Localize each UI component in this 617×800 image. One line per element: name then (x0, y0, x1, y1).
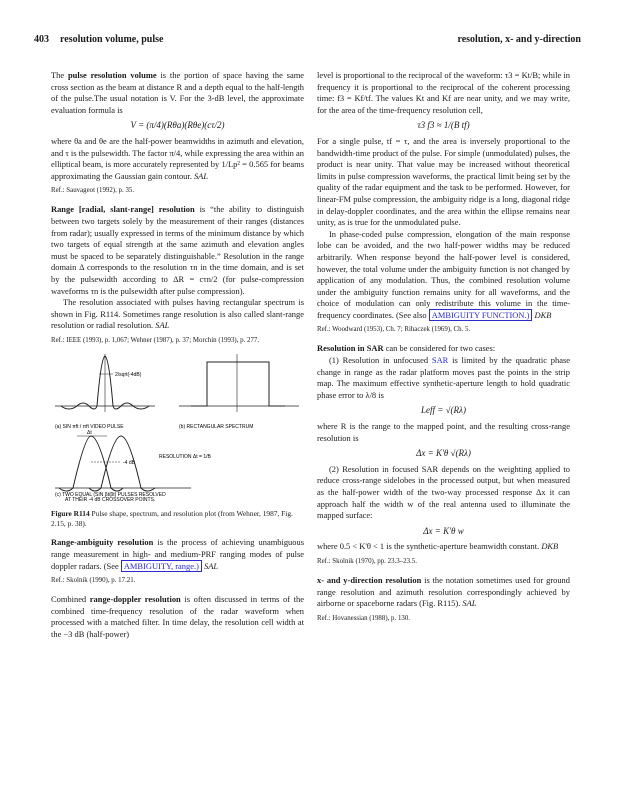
combined-intro: Combined (51, 594, 87, 605)
fig-c-resolution: RESOLUTION Δt = 1/B (159, 453, 211, 460)
prv-after (51, 136, 304, 182)
sar-ref: Ref.: Skolnik (1970), pp. 23.3–23.5. (317, 557, 417, 565)
sar-case-2: (2) Resolution in focused SAR depends on the weighting applied to reduce cross-range sidelobes in the processed output, but when measured as the half-power width of the two-way processed response Δx it can approach half the width w of the real antenna used to illuminate the mapped surface: (317, 463, 570, 521)
figure-r114-plot (51, 352, 304, 502)
fig-c-pulse-1 (59, 436, 123, 491)
range-term: Range [radial, slant-range] resolution (51, 204, 195, 215)
rangeamb-entry (51, 537, 304, 572)
sar-case-1-text: is limited by the quadratic phase change in range as the radar platform moves past the points in the strip map. The maximum effective synthetic-aperture length to hold quadratic phase error to λ/8 is (317, 355, 571, 400)
xy-ref: Ref.: Hovanessian (1988), p. 130. (317, 614, 411, 622)
sar-equation-dx2: Δx = K'θ w (423, 525, 464, 536)
rangeamb-ref: Ref.: Skolnik (1990), p. 17.21. (51, 577, 136, 585)
figure-caption (51, 509, 304, 529)
combined-sig: DKB (534, 309, 552, 320)
ambiguity-range-link[interactable]: AMBIGUITY, range.) (121, 560, 202, 572)
fig-c-pulse-2 (89, 436, 155, 491)
xy-text: is the notation sometimes used for ground range resolution and azimuth resolution correspondingly achieved by airborne or spaceborne radars (Fig. R115). (317, 574, 570, 609)
combined-text: is often discussed in terms of the combined time-frequency resolution of the radar waveform when processed with a matched filter. In time delay, the resolution cell width at the −3 dB (half-power) (51, 594, 305, 640)
sar-case-1-after: where R is the range to the mapped point, and the resulting cross-range resolution is (317, 421, 570, 443)
combined-entry (51, 594, 304, 640)
combined-para3 (317, 229, 570, 322)
prv-equation: V = (π/4)(Rθa)(Rθe)(cτ/2) (130, 120, 225, 131)
sar-case-1 (317, 355, 570, 401)
xy-entry (317, 575, 570, 610)
sar-sig: DKB (541, 541, 559, 552)
left-column (51, 70, 304, 641)
range-text: is “the ability to distinguish between two targets solely by the measurement of their ranges (distances from radar); usually expressed in terms of the minimum distance by which two targets of equal strength at the same azimuth and elevation angles must be spaced to be separately distinguishable.” Resolution in the range domain Δ corresponds to the resolution τn in the time domain, and is set by the pulsewidth according to ΔR = cτn/2 (for pulse-compression waveforms τn is the pulsewidth after pulse compression). (51, 204, 305, 296)
right-column (317, 70, 570, 624)
fig-b-rect (191, 362, 285, 406)
fig-c-caption-1: (c) TWO EQUAL (SIN βt/βt) PULSES RESOLVED (55, 491, 166, 498)
fig-b-caption: (b) RECTANGULAR SPECTRUM (179, 423, 254, 430)
prv-sig: SAL (193, 170, 209, 181)
figure-caption-text: Pulse shape, spectrum, and resolution plot (from Wehner, 1987, Fig. 2.15, p. 38). (51, 509, 293, 529)
fig-c-delta-label: Δt (87, 429, 92, 436)
range-para2-text: The resolution associated with pulses having rectangular spectrum is shown in Fig. R114. Sometimes range resolution is also called slant-range resolution or radial resolution. (51, 297, 304, 331)
page-number: 403 (34, 34, 49, 45)
rangeamb-term: Range-ambiguity resolution (51, 537, 154, 548)
range-sig: SAL (155, 320, 170, 331)
sar-link[interactable]: SAR (431, 355, 449, 366)
sar-entry (317, 343, 570, 355)
fig-a-width-label: 2/sqrt(-4dB) (115, 371, 142, 378)
fig-c-caption-2: AT THEIR -4 dB CROSSOVER POINTS. (65, 496, 156, 502)
ambiguity-function-link[interactable]: AMBIGUITY FUNCTION.) (429, 309, 533, 321)
range-para2 (51, 297, 304, 332)
combined-term: range-doppler resolution (89, 594, 181, 605)
combined-para3-text: In phase-coded pulse compression, elongation of the main response lobe can be avoided, and the two half-power widths may be reduced arbitrarily. When response beyond the half-power level is considered, however, the total volume under the ambiguity function is not changed by application of any modulation. Thus, the combined resolution volume under the ambiguity function remains unity for all waveforms, and the choice of modulation can only redistribute this volume in the time-frequency coordinates. (See also (317, 228, 570, 320)
sar-case-2-after (317, 541, 570, 553)
sar-term: Resolution in SAR (317, 343, 384, 354)
sar-case-2-after-text: where 0.5 < K'θ < 1 is the synthetic-aperture beamwidth constant. (317, 541, 540, 552)
rangeamb-sig: SAL (204, 560, 219, 571)
combined-continued: level is proportional to the reciprocal of the waveform: τ3 = Kt/B; while in frequency it is proportional to the reciprocal of the coherent processing time: f3 = Kf/tf. The values Kt and Kf are near unity, and we may write, for the area of the time-frequency resolution cell, (317, 70, 570, 115)
xy-term: x- and y-direction resolution (317, 574, 422, 585)
prv-ref: Ref.: Sauvageot (1992), p. 35. (51, 187, 135, 195)
sar-equation-leff: Leff = √(Rλ) (421, 405, 466, 416)
combined-para2: For a single pulse, tf = τ, and the area is inversely proportional to the bandwidth-time product of the pulse. For simple (unmodulated) pulses, the product is near unity. That value may be increased without theoretical limits in pulse compression waveforms, the practical limit being set by the quality of the radar equipment and the task to be performed. However, for linear-FM pulse compression, the ambiguity ridge is a long, diagonal ridge in delay-doppler coordinates, and the area within the ellipse remains near unity, as is true for the unmodulated pulse. (317, 135, 570, 228)
xy-sig: SAL (462, 598, 477, 609)
left-running-head: resolution volume, pulse (60, 34, 164, 45)
fig-c-4db: -4 dB (123, 459, 135, 466)
prv-text: is the portion of space having the same cross section as the beam at distance R and a depth equal to the half-length of the pulse.The usual notation is V. For the 3-dB level, the approximate evaluation formula is (51, 70, 305, 115)
combined-equation: τ3 f3 ≈ 1/(B tf) (417, 120, 470, 131)
sar-case-1-pre: (1) Resolution in unfocused (329, 355, 429, 366)
range-ref: Ref.: IEEE (1993), p. 1,067; Wehner (1987), p. 37; Morchin (1993), p. 277. (51, 336, 260, 344)
prv-after-text: where θa and θe are the half-power beamwidths in azimuth and elevation, and τ is the pulsewidth. The factor π/4, while expressing the area within an elliptical beam, is more accurately represented by 1/Lp² = 0.565 for beams approximating the Gaussian gain contour. (51, 135, 304, 181)
rangeamb-text: is the process of achieving unambiguous range measurement in high- and medium-PRF ranging modes of pulse doppler radars. (See (51, 537, 304, 571)
fig-a-caption: (a) SIN πft / πft VIDEO PULSE (55, 423, 124, 430)
range-entry (51, 204, 304, 297)
sar-intro: can be considered for two cases: (385, 343, 496, 354)
figure-caption-title: Figure R114 (51, 509, 90, 519)
right-running-head: resolution, x- and y-direction (457, 34, 581, 45)
prv-entry: The pulse resolution volume is the portion of space having the same cross section as the beam at distance R and a depth equal to the half-length of the pulse.The usual notation is V. For the 3-dB level, the approximate evaluation formula is (51, 70, 305, 115)
combined-ref: Ref.: Woodward (1953), Ch. 7; Rihaczek (1969), Ch. 5. (317, 326, 471, 334)
sar-equation-dx1: Δx = K'θ √(Rλ) (416, 448, 471, 459)
prv-term: pulse resolution volume (67, 70, 157, 80)
figure-r114 (51, 352, 304, 530)
